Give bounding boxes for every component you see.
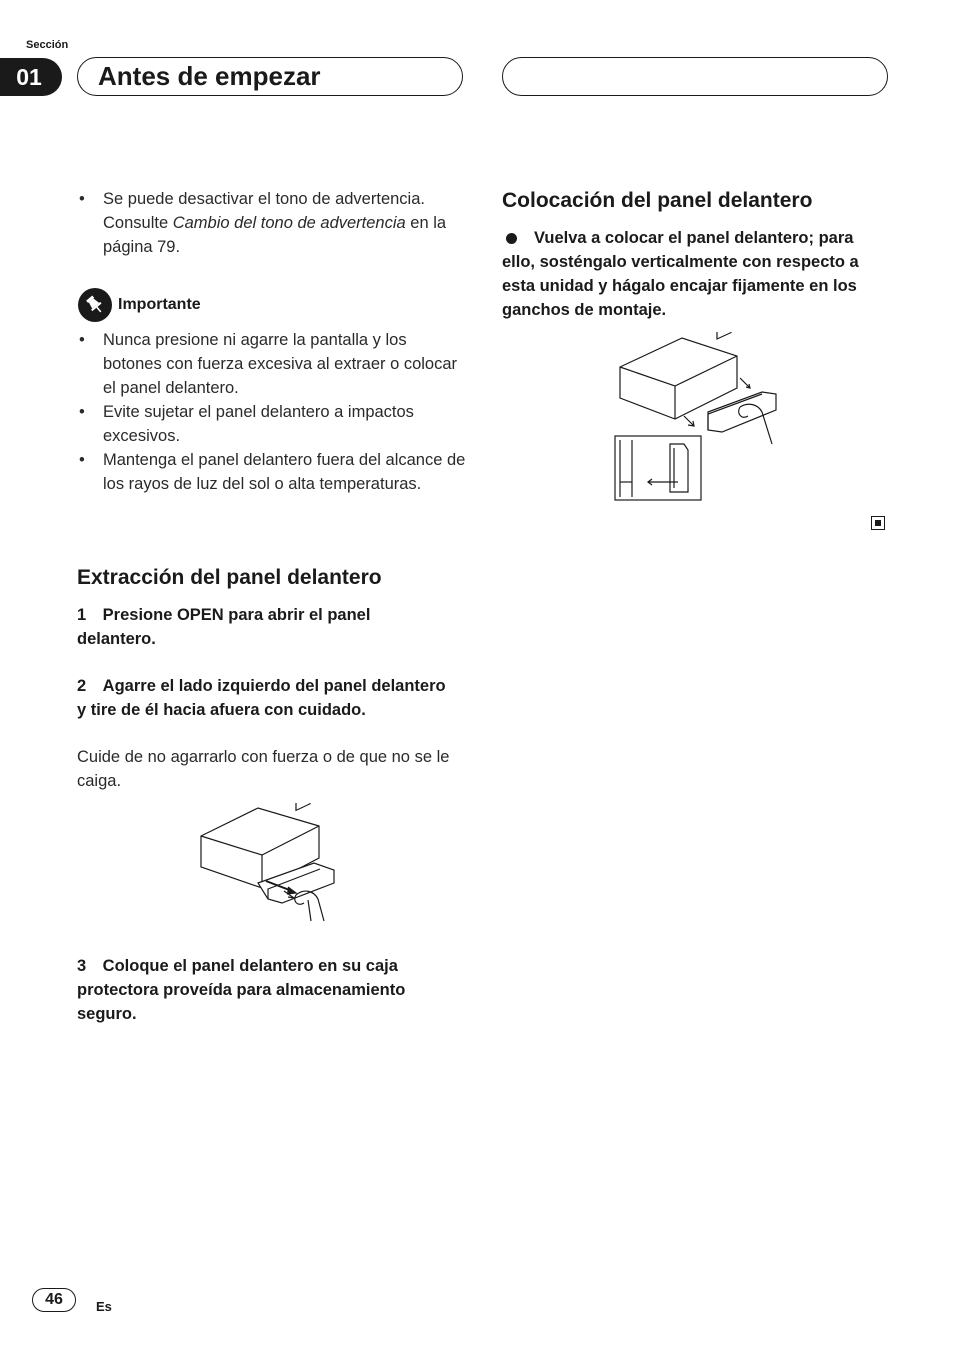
list-item: • Mantenga el panel delantero fuera del alcance de los rayos de luz del sol o alta temperaturas. bbox=[77, 448, 467, 496]
intro-text-prefix: Se puede desactivar el tono de advertencia. Consulte bbox=[103, 190, 425, 232]
extraction-heading: Extracción del panel delantero bbox=[77, 566, 382, 589]
bullet-dot-icon bbox=[506, 233, 517, 244]
important-pin-icon bbox=[78, 288, 112, 322]
list-item: • Evite sujetar el panel delantero a impactos excesivos. bbox=[77, 400, 467, 448]
extraction-illustration bbox=[196, 803, 346, 928]
section-label: Sección bbox=[26, 39, 69, 51]
placement-heading: Colocación del panel delantero bbox=[502, 189, 813, 212]
page-title: Antes de empezar bbox=[77, 57, 463, 96]
placement-section bbox=[502, 189, 892, 213]
intro-text-link: Cambio del tono de advertencia bbox=[172, 214, 406, 232]
header-empty-pill bbox=[502, 57, 888, 96]
step-3: 3 Coloque el panel delantero en su caja protectora proveída para almacenamiento seguro. bbox=[77, 957, 406, 1023]
end-of-section-icon bbox=[871, 516, 885, 530]
step-2: 2 Agarre el lado izquierdo del panel delantero y tire de él hacia afuera con cuidado. bbox=[77, 677, 446, 719]
page-number: 46 bbox=[32, 1288, 76, 1312]
intro-bullet bbox=[77, 187, 467, 259]
step-2-note: Cuide de no agarrarlo con fuerza o de que no se le caiga. bbox=[77, 748, 450, 790]
placement-text: Vuelva a colocar el panel delantero; para ello, sosténgalo verticalmente con respecto a esta unidad y hágalo encajar fijamente en los ganchos de montaje. bbox=[502, 229, 859, 319]
language-label: Es bbox=[96, 1299, 112, 1314]
section-number-badge: 01 bbox=[0, 58, 62, 96]
list-item: • Nunca presione ni agarre la pantalla y los botones con fuerza excesiva al extraer o colocar el panel delantero. bbox=[77, 328, 467, 400]
important-label: Importante bbox=[118, 296, 201, 313]
extraction-section bbox=[77, 566, 467, 590]
intro-text-suffix: en la página 79. bbox=[103, 214, 447, 256]
placement-illustration bbox=[612, 332, 787, 504]
step-1: 1 Presione OPEN para abrir el panel delantero. bbox=[77, 606, 371, 648]
placement-instruction bbox=[502, 226, 887, 322]
important-list bbox=[77, 328, 467, 496]
